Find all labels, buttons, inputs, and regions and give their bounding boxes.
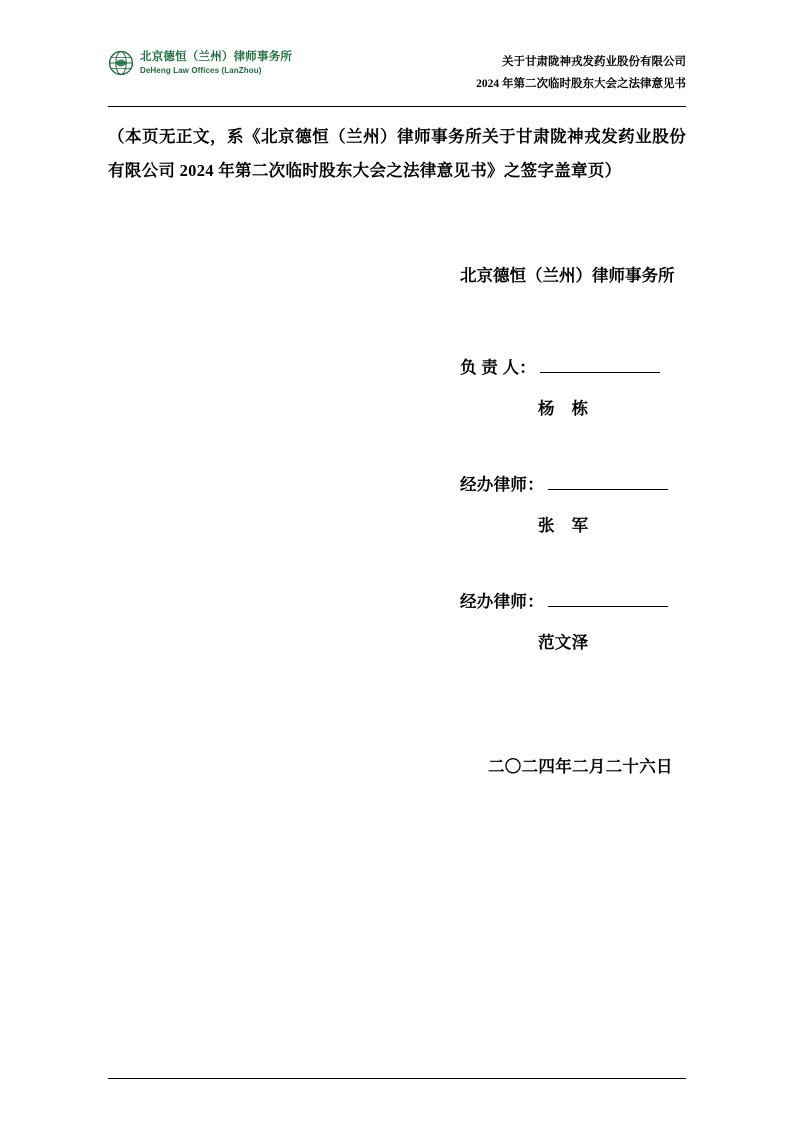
header-title-line2: 2024 年第二次临时股东大会之法律意见书 — [476, 77, 686, 90]
signature-name: 张 军 — [538, 515, 589, 535]
document-content — [108, 120, 686, 777]
page-header — [108, 44, 686, 106]
signature-spacer — [108, 419, 686, 471]
signature-block — [108, 354, 686, 653]
header-title-line1: 关于甘肃陇神戎发药业股份有限公司 — [502, 56, 686, 68]
signature-row — [108, 588, 686, 612]
deheng-globe-logo-icon — [108, 50, 134, 76]
firm-logo-name-en: DeHeng Law Offices (LanZhou) — [140, 65, 262, 75]
firm-name-line: 北京德恒（兰州）律师事务所 — [460, 265, 675, 285]
signature-row — [108, 471, 686, 495]
header-divider — [108, 106, 686, 107]
signature-line — [548, 475, 668, 490]
signature-row — [108, 354, 686, 378]
signature-label: 经办律师： — [460, 474, 544, 494]
signature-name: 范文泽 — [538, 632, 589, 652]
firm-logo-name-cn: 北京德恒（兰州）律师事务所 — [140, 51, 293, 64]
signature-spacer — [108, 536, 686, 588]
signature-label: 负 责 人： — [460, 357, 537, 377]
signature-name: 杨 栋 — [538, 398, 589, 418]
signature-line — [540, 358, 660, 373]
signature-label: 经办律师： — [460, 591, 544, 611]
signature-line — [548, 592, 668, 607]
header-title-block — [476, 44, 686, 96]
footer-divider — [108, 1078, 686, 1079]
firm-logo — [108, 44, 292, 76]
signature-date: 二〇二四年二月二十六日 — [488, 756, 673, 776]
signature-page-statement: （本页无正文，系《北京德恒（兰州）律师事务所关于甘肃陇神戎发药业股份有限公司 2024 年第二次临时股东大会之法律意见书》之签字盖章页） — [108, 127, 686, 180]
